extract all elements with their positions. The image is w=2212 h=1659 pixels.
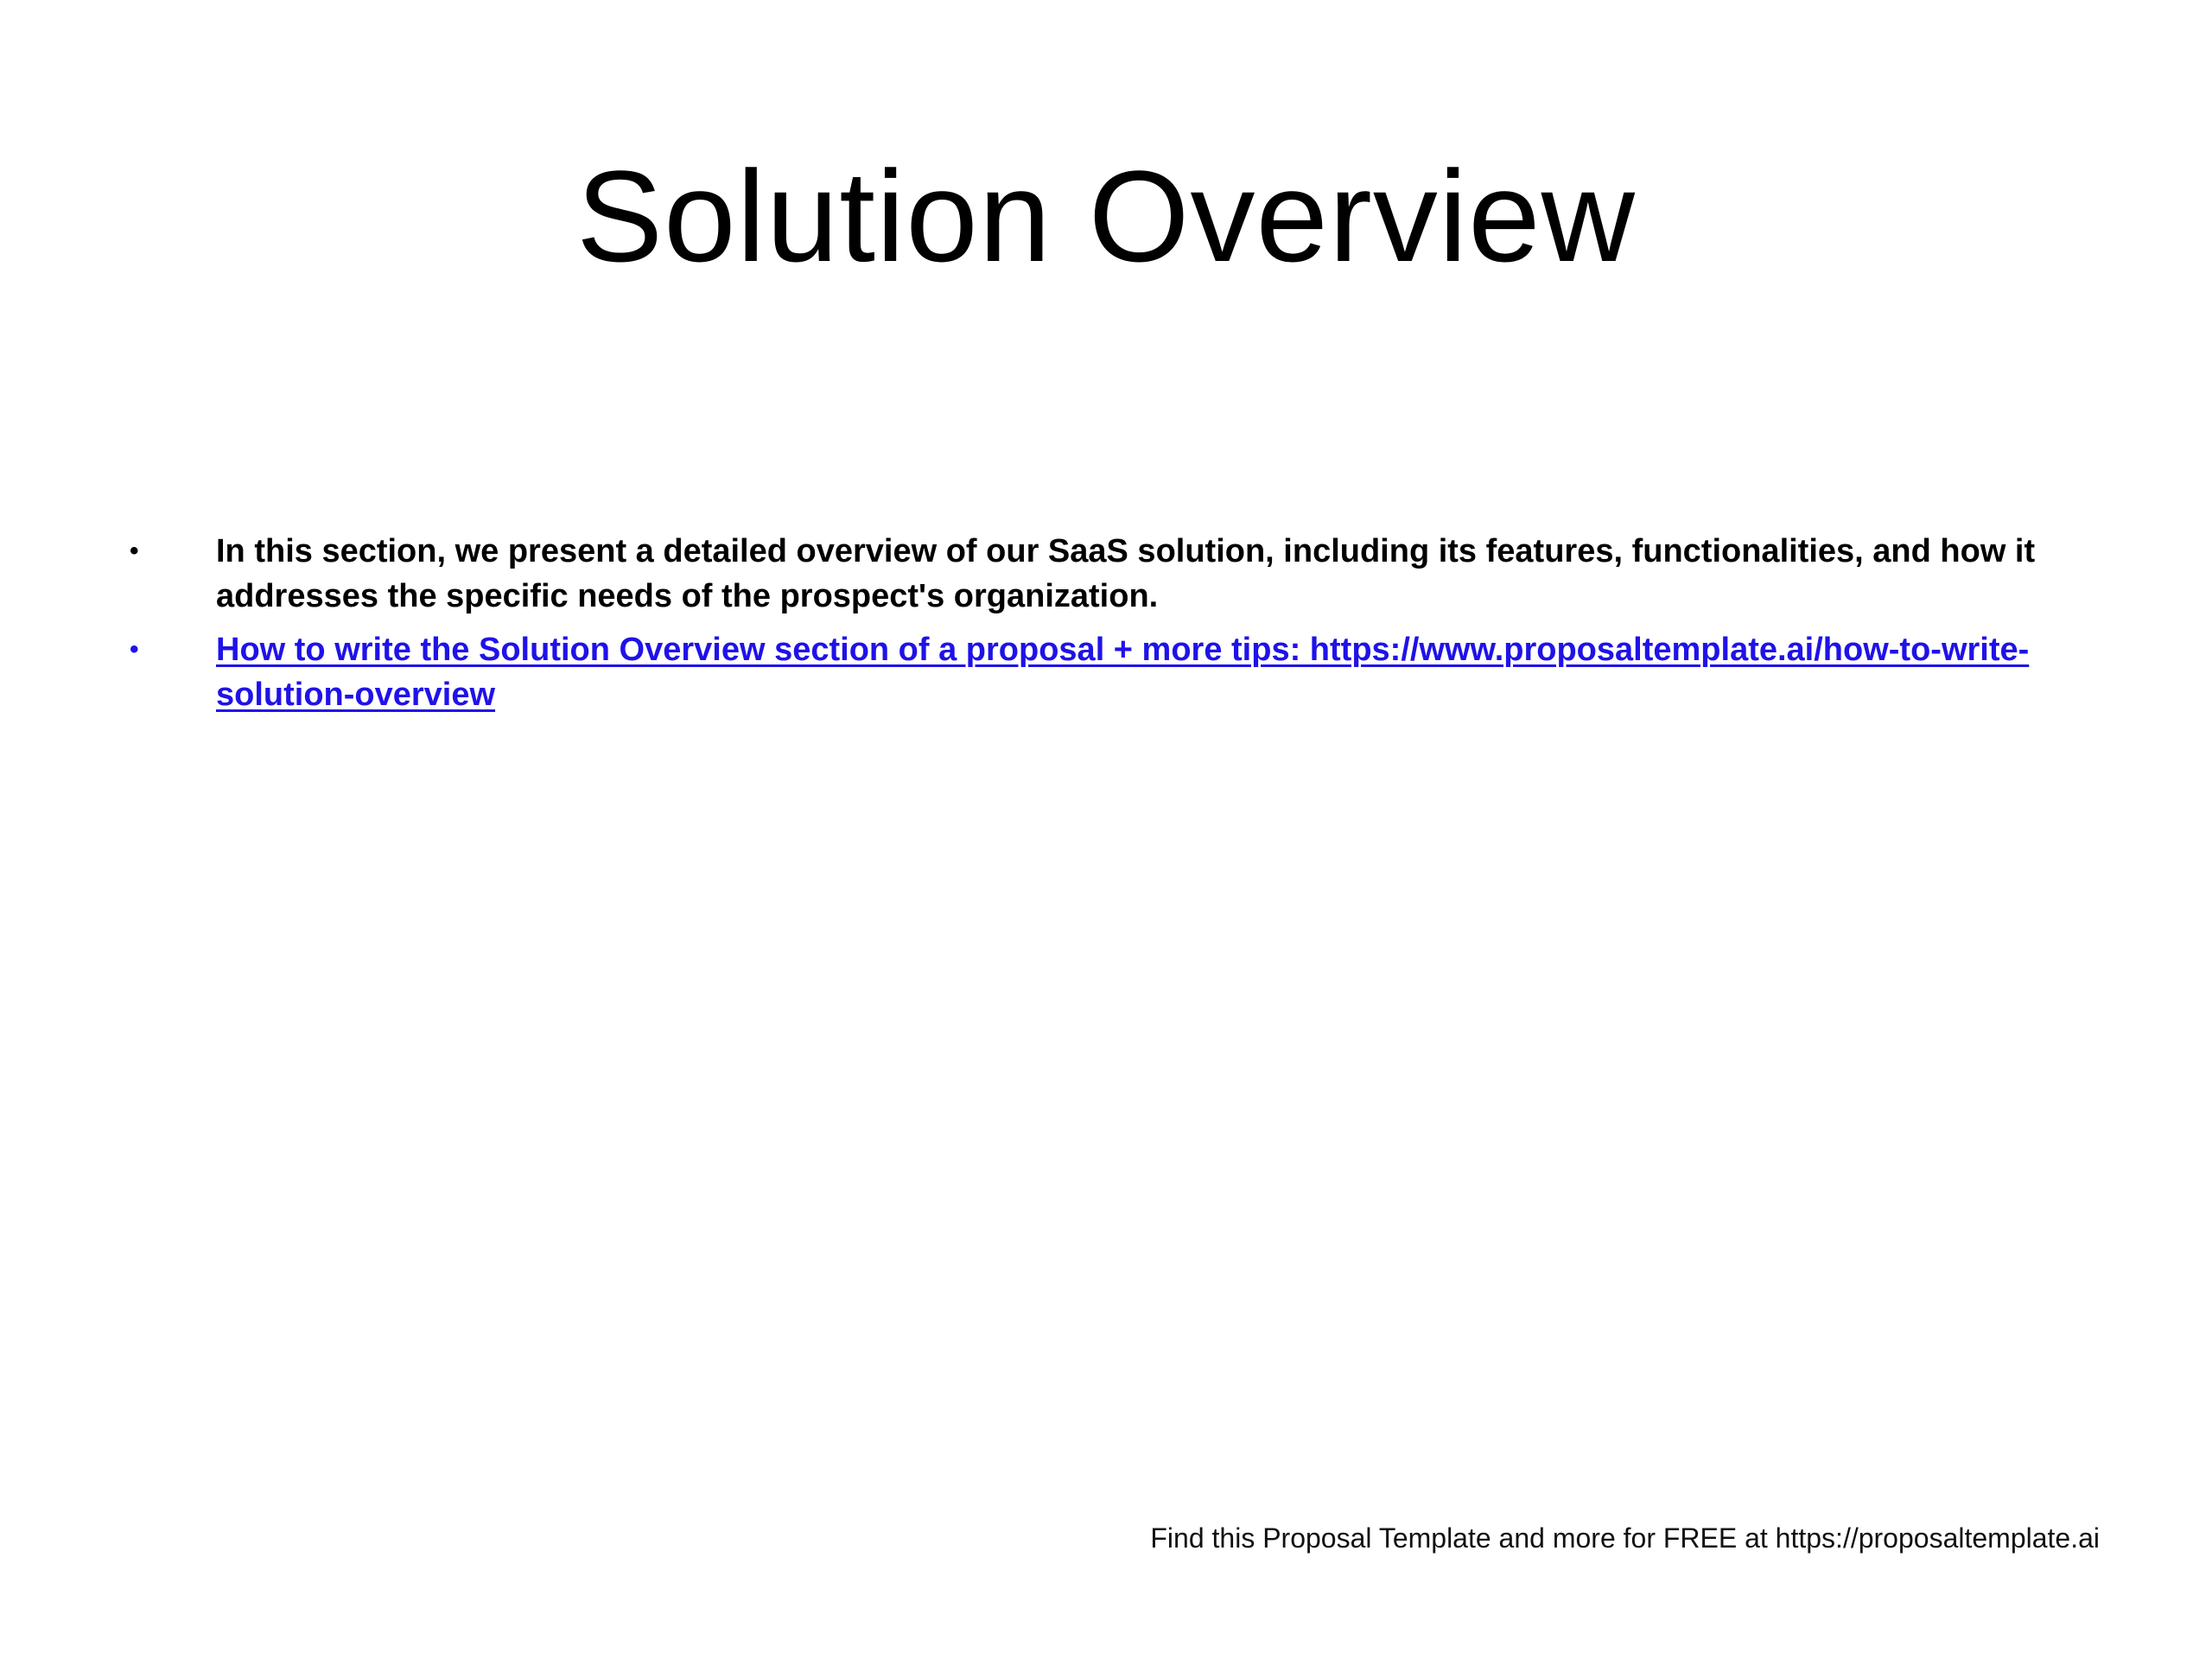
slide-title: Solution Overview (576, 143, 1636, 289)
bullet-marker: • (130, 635, 139, 664)
bullet-item-description (130, 529, 2082, 619)
bullet-item-link (130, 627, 2082, 717)
bullet-text: In this section, we present a detailed overview of our SaaS solution, including its features, functionalities, and how it addresses the specific needs of the prospect's organization. (216, 533, 2036, 614)
footer-note: Find this Proposal Template and more for FREE at https://proposaltemplate.ai (1150, 1522, 2100, 1554)
bullet-list (130, 529, 2082, 726)
how-to-write-link[interactable]: How to write the Solution Overview section of a proposal + more tips: https://www.proposaltemplate.ai/how-to-write-solution-overview (216, 632, 2030, 713)
bullet-marker: • (130, 537, 139, 565)
